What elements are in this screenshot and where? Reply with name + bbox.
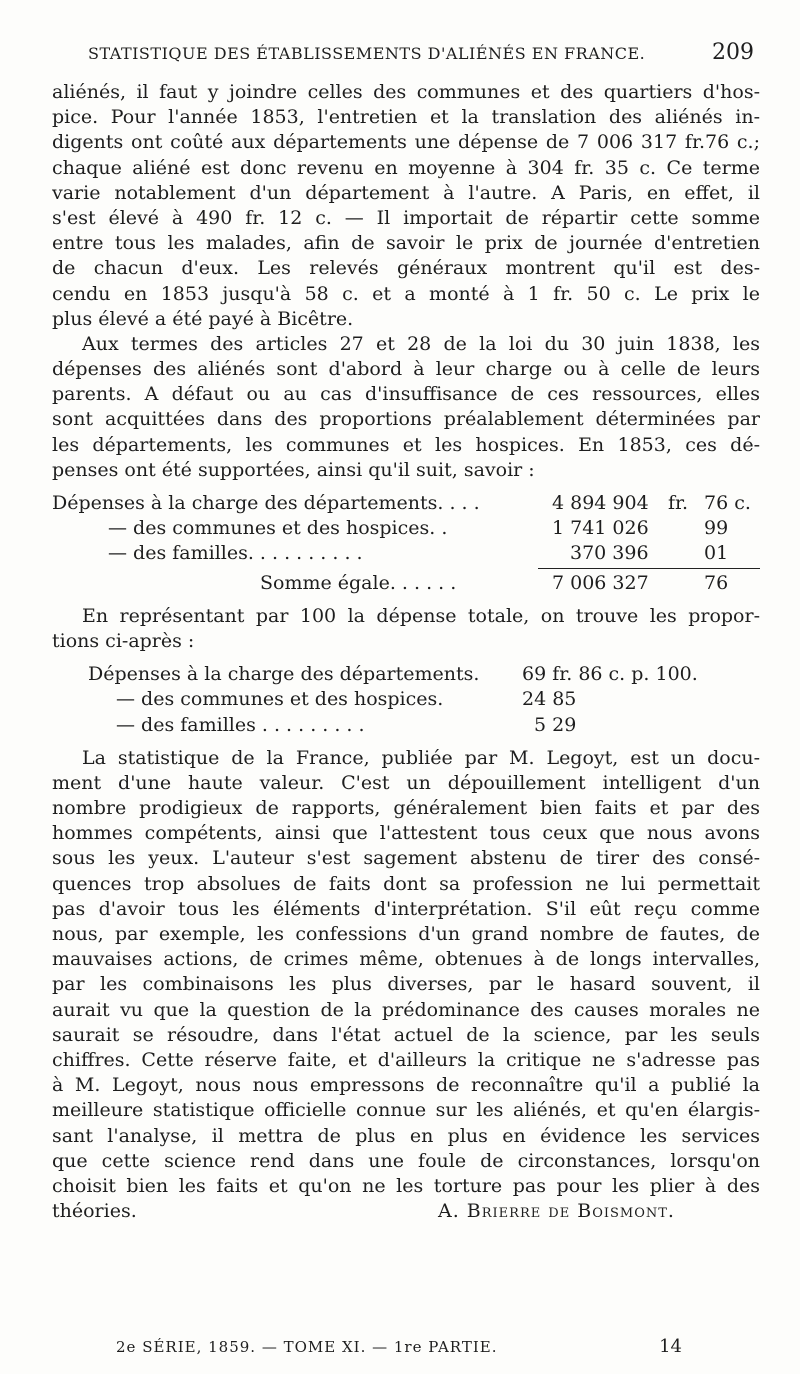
author-signature: A. Brierre de Boismont. bbox=[438, 1200, 675, 1223]
text-line: varie notablement d'un département à l'autre. A Paris, en effet, il bbox=[52, 181, 760, 204]
row-cents: 01 bbox=[704, 542, 729, 565]
total-amount: 7 006 327 bbox=[552, 571, 649, 594]
signature-mark: 14 bbox=[659, 1336, 682, 1357]
text-line: parents. A défaut ou au cas d'insuffisance de ces ressources, elles bbox=[52, 383, 760, 406]
text-line: sont acquittées dans des proportions préalablement déterminées par bbox=[52, 408, 760, 431]
table-total-row bbox=[52, 571, 760, 596]
table-row bbox=[52, 541, 760, 566]
text-line: ment d'une haute valeur. C'est un dépouillement intelligent d'un bbox=[52, 771, 760, 794]
text-line: aliénés, il faut y joindre celles des communes et des quartiers d'hos- bbox=[52, 81, 760, 103]
text-line: s'est élevé à 490 fr. 12 c. — Il importait de répartir cette somme bbox=[52, 206, 760, 229]
text-line: saurait se résoudre, dans l'état actuel de la science, par les seuls bbox=[52, 1023, 760, 1046]
page-footer bbox=[116, 1338, 682, 1362]
text-line: chiffres. Cette réserve faite, et d'ailleurs la critique ne s'adresse pas bbox=[52, 1048, 760, 1071]
table-row bbox=[52, 713, 760, 738]
signature-line bbox=[52, 1199, 760, 1224]
running-header bbox=[88, 42, 754, 72]
row-label: Dépenses à la charge des départements. . . . bbox=[52, 492, 480, 514]
text-line: sant l'analyse, il mettra de plus en plus en évidence les services bbox=[52, 1124, 760, 1147]
paragraph-3 bbox=[52, 604, 760, 654]
text-line: cendu en 1853 jusqu'à 58 c. et a monté à 1 fr. 50 c. Le prix le bbox=[52, 282, 760, 305]
text-line: entre tous les malades, afin de savoir le prix de journée d'entretien bbox=[52, 232, 760, 255]
running-title: STATISTIQUE DES ÉTABLISSEMENTS D'ALIÉNÉS EN FRANCE. bbox=[88, 44, 646, 63]
text-line: penses ont été supportées, ainsi qu'il suit, savoir : bbox=[52, 458, 535, 481]
text-line: à M. Legoyt, nous nous empressons de reconnaître qu'il a publié la bbox=[52, 1074, 760, 1097]
row-amount: 1 741 026 bbox=[552, 517, 649, 540]
row-label: — des familles . . . . . . . . . bbox=[116, 713, 365, 736]
text-line: hommes compétents, ainsi que l'attestent tous ceux que nous avons bbox=[52, 822, 760, 845]
row-value: 69 fr. 86 c. p. 100. bbox=[522, 663, 698, 686]
text-line: aurait vu que la question de la prédominance des causes morales ne bbox=[52, 998, 760, 1021]
total-label: Somme égale. . . . . . bbox=[260, 571, 457, 594]
paragraph-2 bbox=[52, 332, 760, 483]
row-cents: 76 c. bbox=[704, 492, 751, 514]
text-line: quences trop absolues de faits dont sa profession ne lui permettait bbox=[52, 872, 760, 895]
text-line: par les combinaisons les plus diverses, par le hasard souvent, il bbox=[52, 973, 760, 996]
text-line: meilleure statistique officielle connue sur les aliénés, et qu'en élargis- bbox=[52, 1099, 760, 1122]
row-value: 5 29 bbox=[534, 713, 577, 736]
text-line: que cette science rend dans une foule de circonstances, lorsqu'on bbox=[52, 1149, 760, 1172]
text-line: nombre prodigieux de rapports, généralement bien faits et par des bbox=[52, 797, 760, 820]
paragraph-1 bbox=[52, 80, 760, 332]
text-line: de chacun d'eux. Les relevés généraux montrent qu'il est des- bbox=[52, 257, 760, 280]
row-value: 24 85 bbox=[522, 688, 577, 711]
text-line: chaque aliéné est donc revenu en moyenne à 304 fr. 35 c. Ce terme bbox=[52, 156, 760, 179]
expense-table bbox=[52, 491, 760, 596]
row-amount: 4 894 904 bbox=[552, 492, 649, 514]
paragraph-4 bbox=[52, 746, 760, 1225]
body-text bbox=[52, 80, 760, 1224]
text-line: les départements, les communes et les hospices. En 1853, ces dé- bbox=[52, 433, 760, 456]
row-unit: fr. bbox=[668, 492, 689, 514]
text-line: En représentant par 100 la dépense totale, on trouve les propor- bbox=[82, 604, 760, 627]
row-cents: 99 bbox=[704, 517, 729, 540]
text-line: choisit bien les faits et qu'on ne les torture pas pour les plier à des bbox=[52, 1174, 760, 1197]
table-row bbox=[52, 687, 760, 712]
total-cents: 76 bbox=[704, 571, 729, 594]
table-row bbox=[52, 516, 760, 541]
text-line: dépenses des aliénés sont d'abord à leur charge ou à celle de leurs bbox=[52, 358, 760, 381]
row-label: — des familles. . . . . . . . . . bbox=[108, 542, 363, 565]
text-line: digents ont coûté aux départements une dépense de 7 006 317 fr.76 c.; bbox=[52, 131, 760, 154]
text-line: Aux termes des articles 27 et 28 de la loi du 30 juin 1838, les bbox=[82, 332, 760, 355]
row-amount: 370 396 bbox=[570, 542, 649, 565]
text-line: nous, par exemple, les confessions d'un grand nombre de fautes, de bbox=[52, 923, 760, 945]
row-label: — des communes et des hospices. . bbox=[108, 517, 448, 540]
text-line: mauvaises actions, de crimes même, obtenues à de longs intervalles, bbox=[52, 948, 760, 971]
page-number: 209 bbox=[712, 40, 754, 65]
text-line: pice. Pour l'année 1853, l'entretien et la translation des aliénés in- bbox=[52, 106, 760, 129]
footer-series: 2e SÉRIE, 1859. — TOME XI. — 1re PARTIE. bbox=[116, 1338, 498, 1356]
text-line: La statistique de la France, publiée par M. Legoyt, est un docu- bbox=[82, 746, 760, 769]
percentage-table bbox=[52, 662, 760, 738]
text-line: sous les yeux. L'auteur s'est sagement abstenu de tirer des consé- bbox=[52, 847, 760, 870]
row-label: — des communes et des hospices. bbox=[116, 688, 444, 711]
row-label: Dépenses à la charge des départements. bbox=[88, 663, 480, 686]
table-row bbox=[52, 491, 760, 516]
sum-rule bbox=[538, 568, 760, 569]
text-line: pas d'avoir tous les éléments d'interprétation. S'il eût reçu comme bbox=[52, 897, 760, 920]
text-line: plus élevé a été payé à Bicêtre. bbox=[52, 307, 354, 330]
text-line: théories. bbox=[52, 1200, 137, 1223]
text-line: tions ci-après : bbox=[52, 629, 195, 652]
table-row bbox=[52, 662, 760, 687]
